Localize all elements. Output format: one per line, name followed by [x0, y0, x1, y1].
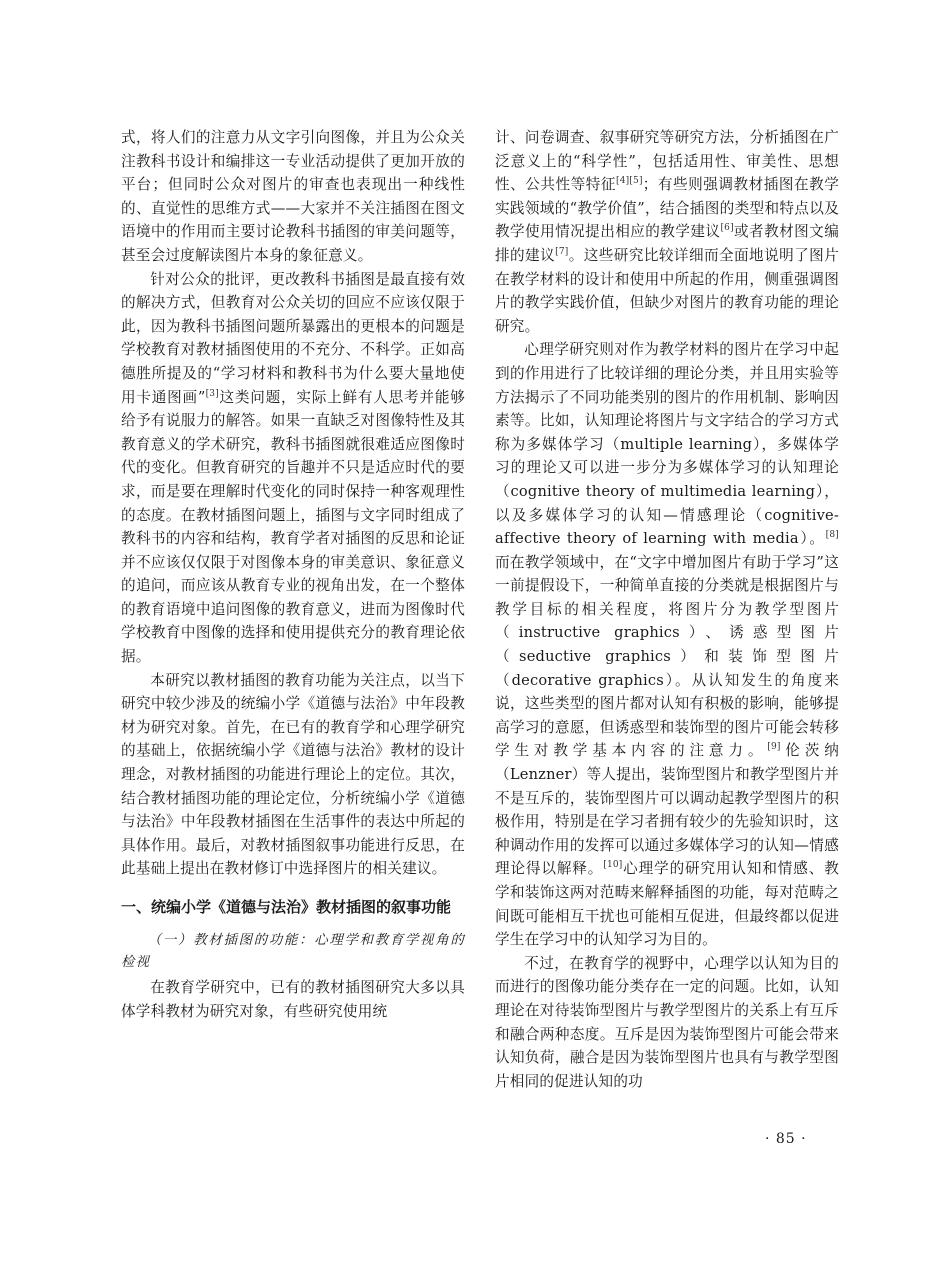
paragraph-text: 心理学的研究用认知和情感、教学和装饰这两对范畴来解释插图的功能，每对范畴之间既可能相互干扰也可能相互促进，但最终都以促进学生在学习中的认知学习为目的。 [495, 860, 839, 949]
paragraph-text: 针对公众的批评，更改教科书插图是最直接有效的解决方式，但教育对公众关切的回应不应该仅限于此，因为教科书插图问题所暴露出的更根本的问题是学校教育对教材插图使用的不充分、不科学。正如高德胜所提及的“学习材料和教科书为什么要大量地使用卡通图画” [121, 270, 465, 406]
page-number: · 85 · [765, 1131, 807, 1147]
paragraph-text: 计、问卷调查、叙事研究等研究方法，分析插图在广泛意义上的“科学性”，包括适用性、审美性、思想性、公共性等特征 [495, 129, 839, 194]
citation-ref: [10] [603, 860, 623, 871]
citation-ref: [9] [767, 742, 781, 753]
citation-ref: [3] [205, 388, 219, 399]
paragraph-study-focus: 本研究以教材插图的教育功能为关注点，以当下研究中较少涉及的统编小学《道德与法治》中年段教材为研究对象。首先，在已有的教育学和心理学研究的基础上，依据统编小学《道德与法治》教材的设计理念，对教材插图的功能进行理论上的定位。其次，结合教材插图功能的理论定位，分析统编小学《道德与法治》中年段教材插图在生活事件的表达中所起的具体作用。最后，对教材插图叙事功能进行反思，在此基础上提出在教材修订中选择图片的相关建议。 [121, 671, 465, 878]
paragraph-text: 。这些研究比较详细而全面地说明了图片在教学材料的设计和使用中所起的作用，侧重强调图片的教学实践价值，但缺少对图片的教育功能的理论研究。 [495, 246, 839, 335]
left-column [121, 126, 465, 1023]
paragraph-text: 或者教材图文编排的建议 [495, 223, 839, 264]
paragraph-psychology [495, 338, 839, 951]
paragraph-text: 这类问题，实际上鲜有人思考并能够给予有说服力的解答。如果一直缺乏对图像特性及其教育意义的学术研究，教科书插图就很难适应图像时代的变化。但教育研究的旨趣并不只是适应时代的要求，而是要在理解时代变化的同时保持一种客观理性的态度。在教材插图问题上，插图与文字同时组成了教科书的内容和结构，教育学者对插图的反思和论证并不应该仅仅限于对图像本身的审美意识、象征意义的追问，而应该从教育专业的视角出发，在一个整体的教育语境中追问图像的教育意义，进而为图像时代学校教育中图像的选择和使用提供充分的教育理论依据。 [121, 388, 465, 666]
citation-ref: [6] [720, 223, 734, 234]
citation-ref: [4][5] [616, 176, 643, 187]
paragraph-education-research: 在教育学研究中，已有的教材插图研究大多以具体学科教材为研究对象，有些研究使用统 [121, 979, 465, 1020]
paragraph-text: ；有些则强调教材插图在教学实践领域的“教学价值”，结合插图的类型和特点以及教学使用情况提出相应的教学建议 [495, 176, 839, 241]
section-heading: 一、统编小学《道德与法治》教材插图的叙事功能 [121, 898, 452, 916]
subsection-heading: （一）教材插图的功能：心理学和教育学视角的检视 [121, 933, 465, 970]
paragraph-text: 心理学研究则对作为教学材料的图片在学习中起到的作用进行了比较详细的理论分类，并且用实验等方法揭示了不同功能类别的图片的作用机制、影响因素等。比如，认知理论将图片与文字结合的学习方式称为多媒体学习（multiple learning），多媒体学习的理论又可以进一步分为多媒体学习的认知理论（cognitive theory of multimedia learning），以及多媒体学习的认知—情感理论（cognitive-affective theory of learning with media）。 [495, 341, 839, 548]
paragraph-continuation [495, 126, 839, 338]
right-column [495, 126, 839, 1093]
paragraph-critique: 不过，在教育学的视野中，心理学以认知为目的而进行的图像功能分类存在一定的问题。比如，认知理论在对待装饰型图片与教学型图片的关系上有互斥和融合两种态度。互斥是因为装饰型图片可能会带来认知负荷，融合是因为装饰型图片也具有与教学型图片相同的促进认知的功 [495, 954, 839, 1090]
paragraph-text: 而在教学领域中，在“文字中增加图片有助于学习”这一前提假设下，一种简单直接的分类就是根据图片与教学目标的相关程度，将图片分为教学型图片（instructive graphics）、诱惑型图片（seductive graphics）和装饰型图片（decorative graphics）。从认知发生的角度来说，这些类型的图片都对认知有积极的影响，能够提高学习的意愿，但诱惑型和装饰型的图片可能会转移学生对教学基本内容的注意力。 [495, 553, 839, 760]
paragraph-continuation: 式，将人们的注意力从文字引向图像，并且为公众关注教科书设计和编排这一专业活动提供了更加开放的平台；但同时公众对图片的审查也表现出一种线性的、直觉性的思维方式——大家并不关注插图在图文语境中的作用而主要讨论教科书插图的审美问题等，甚至会过度解读图片本身的象征意义。 [121, 129, 465, 264]
paragraph-criticism [121, 268, 465, 669]
paragraph-text: 伦茨纳（Lenzner）等人提出，装饰型图片和教学型图片并不是互斥的，装饰型图片可以调动起教学型图片的积极作用，特别是在学习者拥有较少的先验知识时，这种调动作用的发挥可以通过多媒体学习的认知—情感理论得以解释。 [495, 742, 839, 878]
citation-ref: [7] [555, 246, 569, 257]
citation-ref: [8] [825, 530, 839, 541]
